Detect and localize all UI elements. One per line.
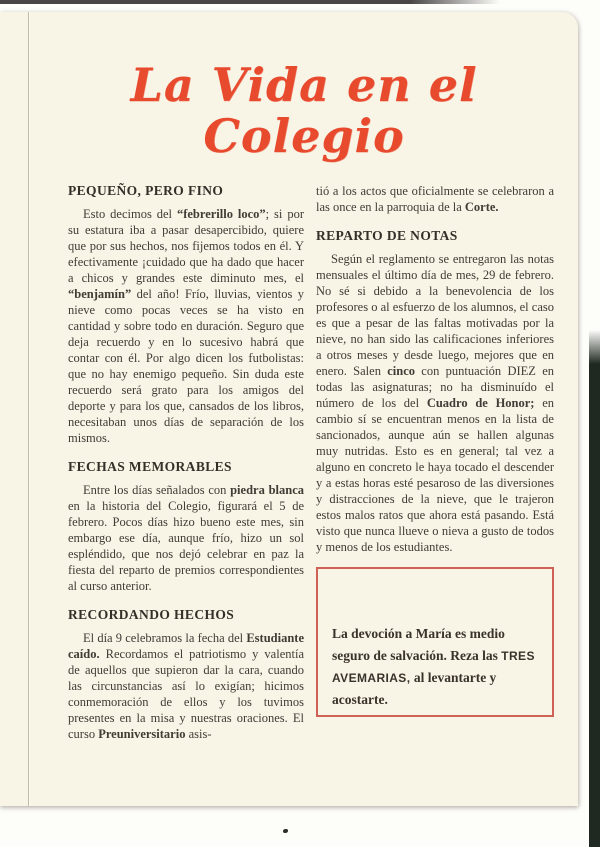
- section-heading-reparto-de-notas: REPARTO DE NOTAS: [316, 228, 458, 244]
- continuation-paragraph: tió a los actos que oficialmente se celebraron a las once en la parroquia de la Corte.: [316, 184, 554, 215]
- left-column: [68, 183, 304, 751]
- content-columns: [0, 161, 578, 751]
- section-heading-pequeno-pero-fino: PEQUEÑO, PERO FINO: [68, 183, 224, 199]
- page-title: La Vida en el Colegio: [130, 58, 478, 163]
- scanner-edge-dark-strip: [589, 330, 600, 847]
- section-paragraph: Según el reglamento se entregaron las notas mensuales el último día de mes, 29 de febrero. No sé si debido a la benevolencia de los profesores o al esfuerzo de los alumnos, el caso es que a pesar de las faltas motivadas por la nieve, no han sido las calificaciones inferiores a otros meses y desde luego, mejores que en enero. Salen cinco con puntuación DIEZ en todas las asignaturas; no ha disminuído el número de los del Cuadro de Honor; en cambio sí se encuentran menos en la lista de sancionados, aunque aún se hallen algunas muy nutridas. Esto es en general; tal vez a alguno en concreto le haya tocado el descender y a estas horas esté pesaroso de las diversiones y distracciones de la nieve, que le trajeron estos malos ratos que ahora está pasando. Está visto que nunca llueve o nieva a gusto de todos y menos de los estudiantes.: [316, 252, 555, 555]
- devotion-note-box: [316, 567, 554, 717]
- section-heading-recordando-hechos: RECORDANDO HECHOS: [68, 607, 235, 623]
- section-heading-fechas-memorables: FECHAS MEMORABLES: [68, 459, 232, 475]
- devotion-note-text: La devoción a María es medio seguro de salvación. Reza las TRES AVEMARIAS, al levantarte y acostarte.: [332, 626, 535, 708]
- page-fold-line: [28, 12, 29, 806]
- scan-dust-speck: [283, 829, 288, 833]
- scanner-edge-top-line: [0, 0, 500, 4]
- right-column: [316, 183, 554, 751]
- section-paragraph: Esto decimos del “febrerillo loco”; si por su estatura iba a pasar desapercibido, quiere que por sus hechos, nos fijemos todos en él. Y efectivamente ¡cuidado que ha dado que hacer a chicos y grandes este diminuto mes, el “benjamín” del año! Frío, lluvias, vientos y nieve como pocas veces se ha visto en cantidad y sobre todo en duración. Seguro que deja recuerdo y en lo sucesivo habrá que contar con él. Por algo dicen los futbolistas: que no hay enemigo pequeño. Sin duda este recuerdo será grato para los amigos del deporte y para los que, cansados de los libros, necesitaban unos días de separación de los mismos.: [68, 207, 304, 446]
- scanned-page: [0, 12, 578, 806]
- section-paragraph: Entre los días señalados con piedra blanca en la historia del Colegio, figurará el 5 de febrero. Pocos días hizo bueno este mes, sin embargo ese día, aunque frío, hizo un sol espléndido, que nos dejó celebrar en paz la fiesta del reparto de premios correspondientes al curso anterior.: [68, 483, 304, 594]
- section-paragraph: El día 9 celebramos la fecha del Estudiante caído. Recordamos el patriotismo y valentía de aquellos que supieron dar la cara, cuando las circunstancias así lo exigían; hicimos conmemoración de ellos y los tuvimos presentes en la misa y nuestras oraciones. El curso Preuniversitario asis-: [68, 631, 304, 742]
